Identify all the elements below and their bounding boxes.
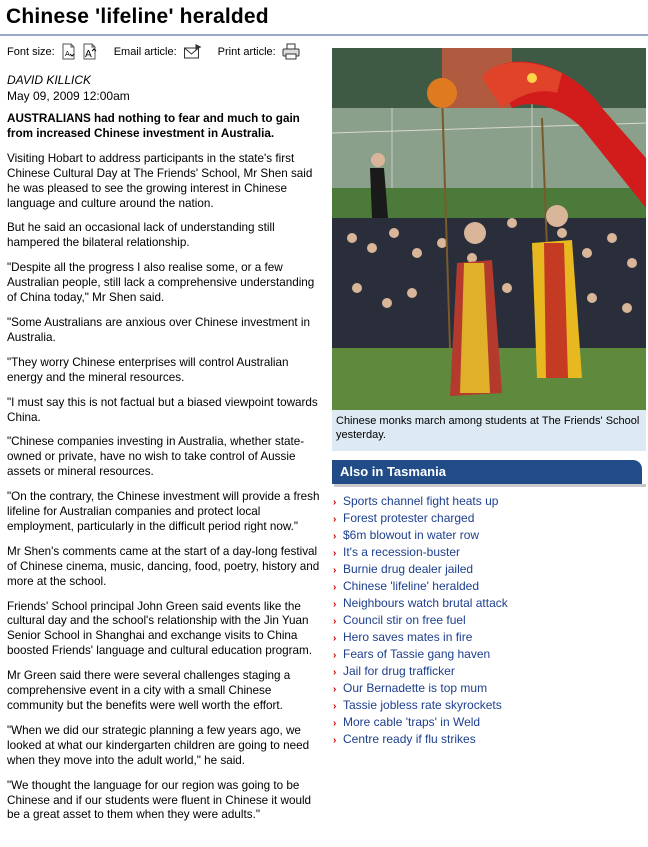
bullet-arrow-icon: › — [333, 616, 337, 627]
list-item — [333, 612, 508, 629]
bullet-arrow-icon: › — [333, 582, 337, 593]
body-paragraph: "On the contrary, the Chinese investment will provide a fresh lifeline for Australian companies and protect local employment, particularly in the difficult period right now." — [7, 490, 320, 533]
list-item — [333, 544, 508, 561]
body-paragraph: "Some Australians are anxious over Chinese investment in Australia. — [7, 315, 310, 344]
bullet-arrow-icon: › — [333, 531, 337, 542]
related-story-link[interactable]: More cable 'traps' in Weld — [343, 715, 481, 729]
bullet-arrow-icon: › — [333, 650, 337, 661]
related-story-link[interactable]: Burnie drug dealer jailed — [343, 562, 474, 576]
svg-text:A: A — [64, 50, 70, 58]
body-paragraph: Mr Green said there were several challenges staging a comprehensive event in a city with a small Chinese community but the benefits were well worth the effort. — [7, 669, 291, 712]
bullet-arrow-icon: › — [333, 701, 337, 712]
related-story-link[interactable]: Fears of Tassie gang haven — [343, 647, 491, 661]
article-photo[interactable] — [332, 48, 646, 410]
list-item — [333, 680, 508, 697]
bullet-arrow-icon: › — [333, 514, 337, 525]
body-paragraph: "I must say this is not factual but a biased viewpoint towards China. — [7, 395, 318, 424]
author-byline: DAVID KILLICK — [7, 73, 92, 87]
print-icon[interactable] — [281, 43, 300, 60]
also-in-tasmania-heading: Also in Tasmania — [332, 460, 642, 484]
print-article-label: Print article: — [217, 45, 276, 58]
page-title: Chinese 'lifeline' heralded — [6, 5, 269, 28]
body-paragraph: "They worry Chinese enterprises will control Australian energy and the mineral resources. — [7, 355, 289, 384]
list-item — [333, 731, 508, 748]
list-item — [333, 578, 508, 595]
list-item — [333, 493, 508, 510]
related-story-link[interactable]: $6m blowout in water row — [343, 528, 480, 542]
related-story-link[interactable]: Tassie jobless rate skyrockets — [343, 698, 502, 712]
related-story-link[interactable]: Jail for drug trafficker — [343, 664, 455, 678]
bullet-arrow-icon: › — [333, 497, 337, 508]
related-story-link[interactable]: Sports channel fight heats up — [343, 494, 499, 508]
body-paragraph: Mr Shen's comments came at the start of a day-long festival of Chinese cinema, music, dancing, food, poetry, history and more at the school. — [7, 544, 320, 588]
list-item — [333, 595, 508, 612]
related-story-link[interactable]: Chinese 'lifeline' heralded — [343, 579, 480, 593]
lead-paragraph: AUSTRALIANS had nothing to fear and much to gain from increased Chinese investment in Australia. — [7, 112, 300, 140]
email-article-icon[interactable] — [182, 43, 202, 60]
email-article-label: Email article: — [113, 45, 177, 58]
related-story-link[interactable]: Centre ready if flu strikes — [343, 732, 476, 746]
bullet-arrow-icon: › — [333, 684, 337, 695]
bullet-arrow-icon: › — [333, 718, 337, 729]
related-story-link[interactable]: It's a recession-buster — [343, 545, 461, 559]
related-story-link[interactable]: Hero saves mates in fire — [343, 630, 473, 644]
article-toolbar — [7, 43, 304, 60]
body-paragraph: "Chinese companies investing in Australia, whether state-owned or private, have no wish to take control of Aussie assets or mineral resources. — [7, 435, 305, 479]
body-paragraph: "Despite all the progress I also realise some, or a few Australian people, still lack a comprehensive understanding of China today," Mr Shen said. — [7, 261, 315, 305]
list-item — [333, 663, 508, 680]
bullet-arrow-icon: › — [333, 599, 337, 610]
heading-shadow — [334, 484, 646, 487]
article-body — [7, 112, 320, 833]
body-paragraph: "When we did our strategic planning a few years ago, we looked at what our kindergarten children are going to need when they move into the adult world," he said. — [7, 723, 310, 767]
related-story-link[interactable]: Forest protester charged — [343, 511, 475, 525]
increase-font-icon[interactable] — [81, 43, 98, 60]
body-paragraph: "We thought the language for our region was going to be Chinese and if our students were fluent in Chinese it would be a great asset to them when they were adults." — [7, 778, 312, 822]
publish-date: May 09, 2009 12:00am — [7, 89, 130, 103]
list-item — [333, 629, 508, 646]
bullet-arrow-icon: › — [333, 565, 337, 576]
related-story-link[interactable]: Our Bernadette is top mum — [343, 681, 488, 695]
body-paragraph: Visiting Hobart to address participants in the state's first Chinese Cultural Day at The Friends' School, Mr Shen said he was pleased to see the growing interest in Chinese language and culture around the nation. — [7, 151, 313, 210]
bullet-arrow-icon: › — [333, 633, 337, 644]
list-item — [333, 510, 508, 527]
related-story-link[interactable]: Council stir on free fuel — [343, 613, 466, 627]
bullet-arrow-icon: › — [333, 735, 337, 746]
photo-caption: Chinese monks march among students at The Friends' School yesterday. — [332, 410, 646, 451]
body-paragraph: Friends' School principal John Green said events like the cultural day and the school's relationship with the Jin Yuan Senior School in Shanghai and exchange visits to China boosted Friends' language and cultural education program. — [7, 599, 313, 658]
title-divider — [0, 34, 648, 36]
svg-text:A: A — [84, 49, 92, 60]
list-item — [333, 714, 508, 731]
list-item — [333, 527, 508, 544]
body-paragraph: But he said an occasional lack of understanding still hampered the bilateral relationship. — [7, 221, 275, 250]
font-size-label: Font size: — [7, 45, 55, 58]
list-item — [333, 697, 508, 714]
bullet-arrow-icon: › — [333, 667, 337, 678]
list-item — [333, 646, 508, 663]
list-item — [333, 561, 508, 578]
decrease-font-icon[interactable] — [60, 43, 77, 60]
related-story-link[interactable]: Neighbours watch brutal attack — [343, 596, 508, 610]
bullet-arrow-icon: › — [333, 548, 337, 559]
also-in-tasmania-list — [333, 493, 508, 748]
